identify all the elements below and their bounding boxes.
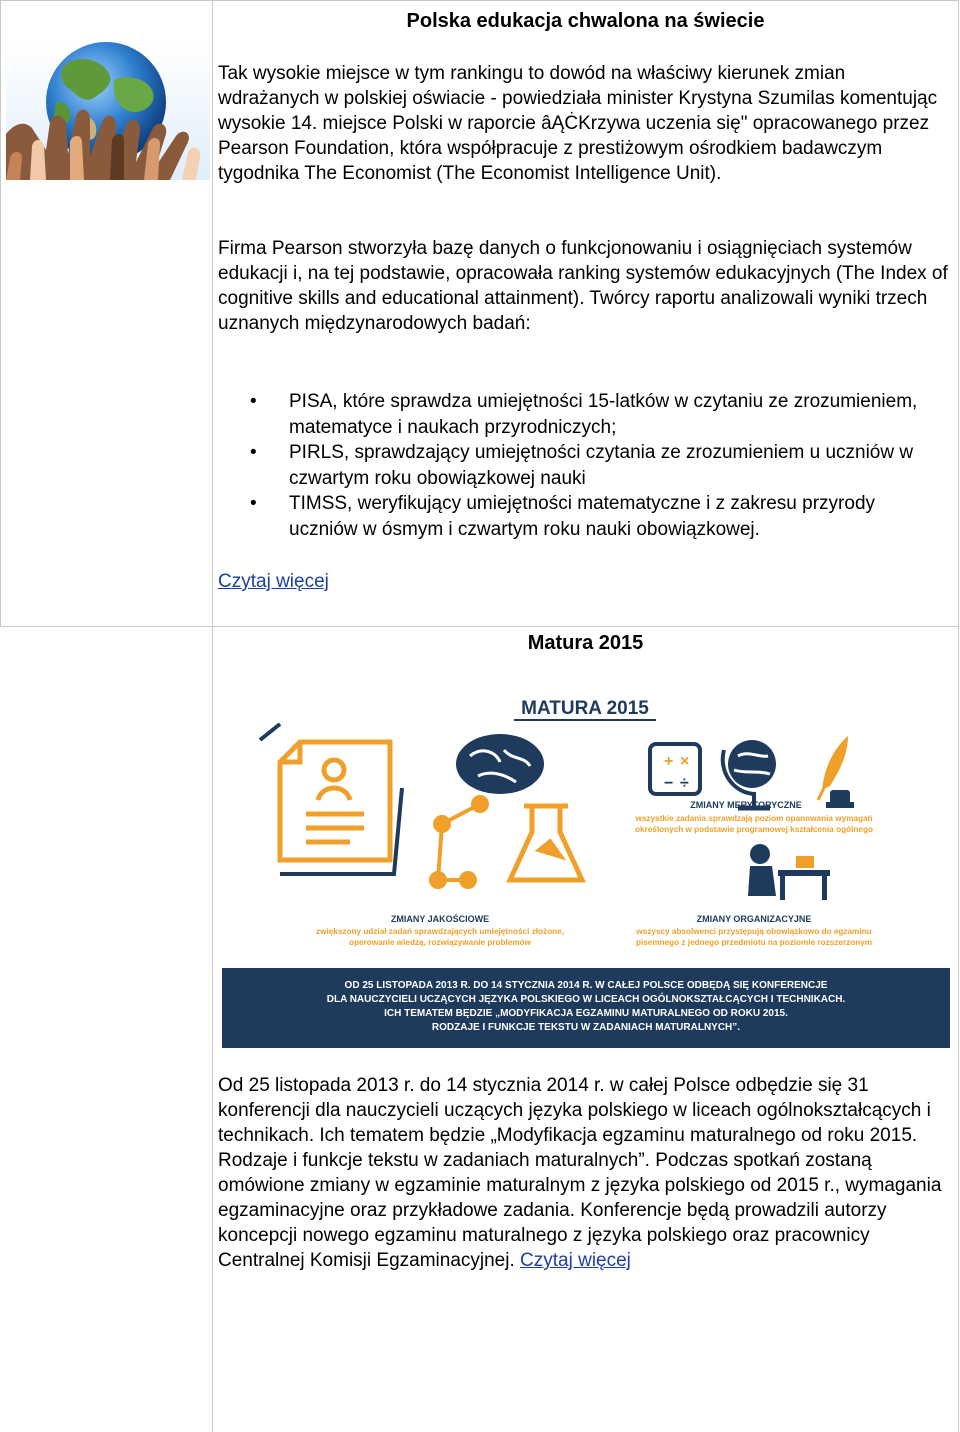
merit-changes-line2: określonych w podstawie programowej kształcenia ogólnego bbox=[635, 825, 873, 834]
read-more-link[interactable]: Czytaj więcej bbox=[520, 1250, 631, 1271]
quality-changes-line2: operowanie wiedzą, rozwiązywanie problemów bbox=[349, 938, 531, 947]
column-divider bbox=[212, 0, 213, 1432]
bullet-icon: • bbox=[250, 493, 257, 515]
svg-text:−: − bbox=[664, 775, 674, 792]
frame-top-border bbox=[0, 0, 959, 1]
read-more-link[interactable]: Czytaj więcej bbox=[218, 571, 329, 592]
banner-line: OD 25 LISTOPADA 2013 R. DO 14 STYCZNIA 2014 R. W CAŁEJ POLSCE ODBĘDĄ SIĘ KONFERENCJE bbox=[344, 980, 828, 991]
globe-icon bbox=[723, 740, 776, 808]
article-paragraph: Firma Pearson stworzyła bazę danych o funkcjonowaniu i osiągnięciach systemów edukacji i, na tej podstawie, opracowała ranking systemów edukacyjnych (The Index of cognitive skills and educational attainment). Twórcy raportu analizowali wyniki trzech uznanych międzynarodowych badań: bbox=[218, 238, 948, 334]
banner-line: DLA NAUCZYCIELI UCZĄCYCH JĘZYKA POLSKIEGO W LICEACH OGÓLNOKSZTAŁCĄCYCH I TECHNIKACH. bbox=[326, 994, 846, 1005]
svg-text:+: + bbox=[664, 753, 674, 770]
student-desk-icon bbox=[748, 844, 830, 900]
quality-changes-line1: zwiększony udział zadań sprawdzających umiejętności złożone, bbox=[316, 927, 564, 936]
article-divider bbox=[0, 626, 959, 627]
org-changes-title: ZMIANY ORGANIZACYJNE bbox=[696, 914, 812, 924]
document-icon bbox=[280, 742, 390, 860]
bullet-icon: • bbox=[250, 391, 257, 412]
quill-icon bbox=[818, 736, 854, 808]
list-item bbox=[250, 440, 940, 491]
banner-line: RODZAJE I FUNKCJE TEKSTU W ZADANIACH MATURALNYCH”. bbox=[431, 1022, 741, 1033]
matura-infographic bbox=[220, 690, 950, 1050]
list-item-text: PISA, które sprawdza umiejętności 15-latków w czytaniu ze zrozumieniem, matematyce i naukach przyrodniczych; bbox=[289, 391, 918, 438]
article-title: Polska edukacja chwalona na świecie bbox=[406, 10, 765, 32]
bullet-icon: • bbox=[250, 442, 257, 464]
list-item-text: TIMSS, weryfikujący umiejętności matematyczne i z zakresu przyrody uczniów w ósmym i czwartym roku nauki obowiązkowej. bbox=[289, 493, 876, 540]
globe-hands-image bbox=[6, 42, 210, 180]
math-symbols-icon bbox=[650, 744, 700, 794]
survey-list bbox=[250, 389, 940, 543]
frame-left-border bbox=[0, 0, 1, 626]
molecule-icon bbox=[431, 797, 487, 887]
list-item bbox=[250, 491, 940, 542]
infographic-heading: MATURA 2015 bbox=[521, 698, 649, 719]
merit-changes-title: ZMIANY MERYTORYCZNE bbox=[690, 800, 802, 810]
org-changes-line1: wszyscy absolwenci przystępują obowiązkowo do egzaminu bbox=[636, 927, 872, 936]
article-paragraph bbox=[218, 1073, 948, 1273]
article-paragraph: Tak wysokie miejsce w tym rankingu to dowód na właściwy kierunek zmian wdrażanych w polskiej oświacie - powiedziała minister Krystyna Szumilas komentując wysokie 14. miejsce Polski w raporcie âĄĊKrzywa uczenia się" opracowanego przez Pearson Foundation, która współpracuje z prestiżowym ośrodkiem badawczym tygodnika The Economist (The Economist Intelligence Unit). bbox=[218, 63, 938, 184]
flask-icon bbox=[510, 806, 582, 880]
merit-changes-line1: wszystkie zadania sprawdzają poziom opanowania wymagań bbox=[635, 814, 873, 823]
frame-right-border bbox=[958, 0, 959, 1432]
article-paragraph-text: Od 25 listopada 2013 r. do 14 stycznia 2014 r. w całej Polsce odbędzie się 31 konferencji dla nauczycieli uczących języka polskiego w liceach ogólnokształcących i technikach. Ich tematem będzie „Modyfikacja egzaminu maturalnego od roku 2015. Rodzaje i funkcje tekstu w zadaniach maturalnych”. Podczas spotkań zostaną omówione zmiany w egzaminie maturalnym z języka polskiego od 2015 r., wymagania egzaminacyjne oraz przykładowe zadania. Konferencje będą prowadzili autorzy koncepcji nowego egzaminu maturalnego z języka polskiego oraz pracownicy Centralnej Komisji Egzaminacyjnej. bbox=[218, 1075, 942, 1271]
list-item-text: PIRLS, sprawdzający umiejętności czytania ze zrozumieniem u uczniów w czwartym roku obowiązkowej nauki bbox=[289, 442, 914, 489]
quality-changes-title: ZMIANY JAKOŚCIOWE bbox=[390, 914, 490, 924]
svg-text:÷: ÷ bbox=[680, 775, 689, 792]
svg-text:×: × bbox=[680, 753, 690, 770]
org-changes-line2: pisemnego z jednego przedmiotu na poziomie rozszerzonym bbox=[635, 938, 873, 947]
brain-icon bbox=[456, 734, 544, 794]
list-item bbox=[250, 389, 940, 440]
banner-line: ICH TEMATEM BĘDZIE „MODYFIKACJA EGZAMINU MATURALNEGO OD ROKU 2015. bbox=[384, 1008, 788, 1019]
article-title: Matura 2015 bbox=[527, 632, 644, 654]
